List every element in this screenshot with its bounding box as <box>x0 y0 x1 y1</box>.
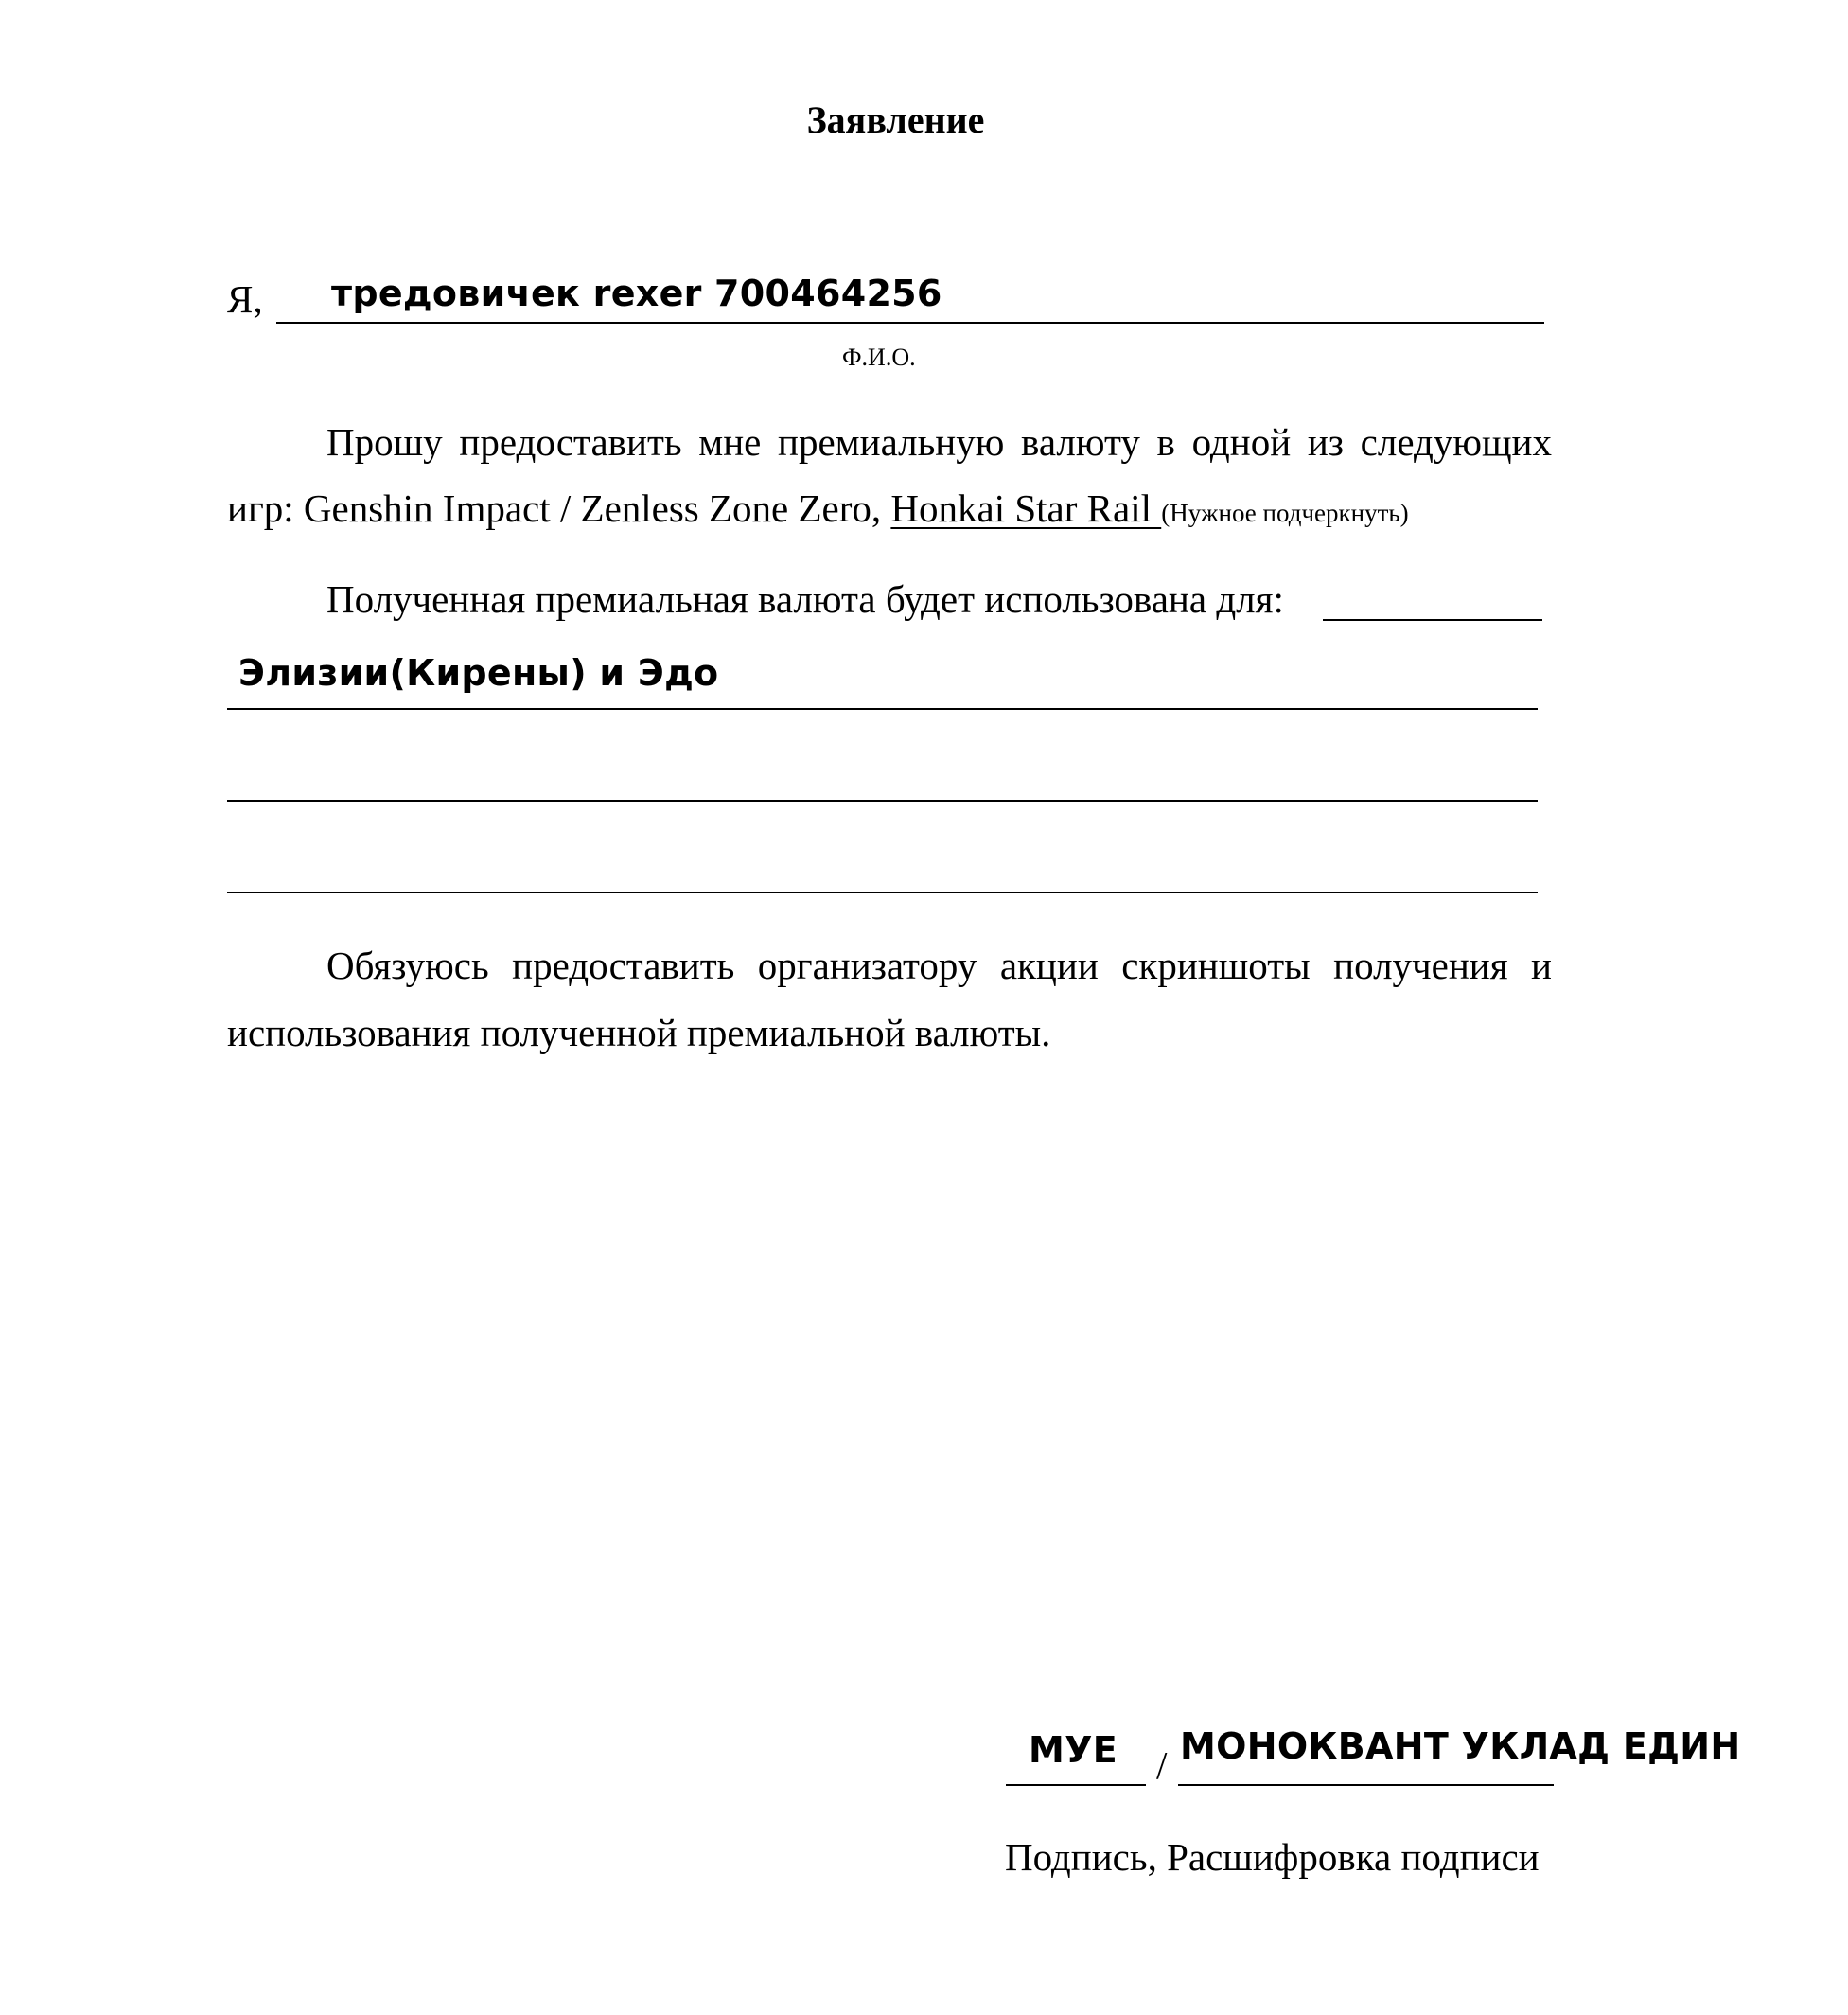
selected-game: Honkai Star Rail <box>890 486 1162 530</box>
usage-underline-first <box>1323 619 1542 621</box>
request-line-2 <box>227 486 1409 530</box>
signature-underline <box>1006 1784 1146 1786</box>
usage-underline-3 <box>227 892 1538 893</box>
filled-id: 700464256 <box>714 273 942 314</box>
decryption-value: МОНОКВАНТ УКЛАД ЕДИН <box>1180 1725 1741 1767</box>
usage-underline-1 <box>227 708 1538 710</box>
name-caption: Ф.И.О. <box>842 344 916 371</box>
usage-label: Полученная премиальная валюта будет использована для: <box>326 577 1284 621</box>
filled-name: тредовичек rexer <box>331 273 702 314</box>
signature-caption: Подпись, Расшифровка подписи <box>1005 1835 1540 1879</box>
underline-note: (Нужное подчеркнуть) <box>1161 499 1409 527</box>
request-line-1: Прошу предоставить мне премиальную валюту в одной из следующих <box>326 420 1552 464</box>
usage-filled-text: Элизии(Кирены) и Эдо <box>238 652 719 694</box>
commitment-line-2: использования полученной премиальной валюты. <box>227 1011 1051 1054</box>
signature-value: МУЕ <box>1029 1729 1118 1771</box>
game-options: игр: Genshin Impact / Zenless Zone Zero, <box>227 486 891 530</box>
commitment-line-1: Обязуюсь предоставить организатору акции скриншоты получения и <box>326 944 1552 987</box>
signature-separator: / <box>1156 1743 1168 1787</box>
decryption-underline <box>1178 1784 1554 1786</box>
name-underline <box>276 322 1544 324</box>
document-title: Заявление <box>806 98 985 141</box>
usage-underline-2 <box>227 800 1538 802</box>
name-prefix: Я, <box>227 277 263 321</box>
